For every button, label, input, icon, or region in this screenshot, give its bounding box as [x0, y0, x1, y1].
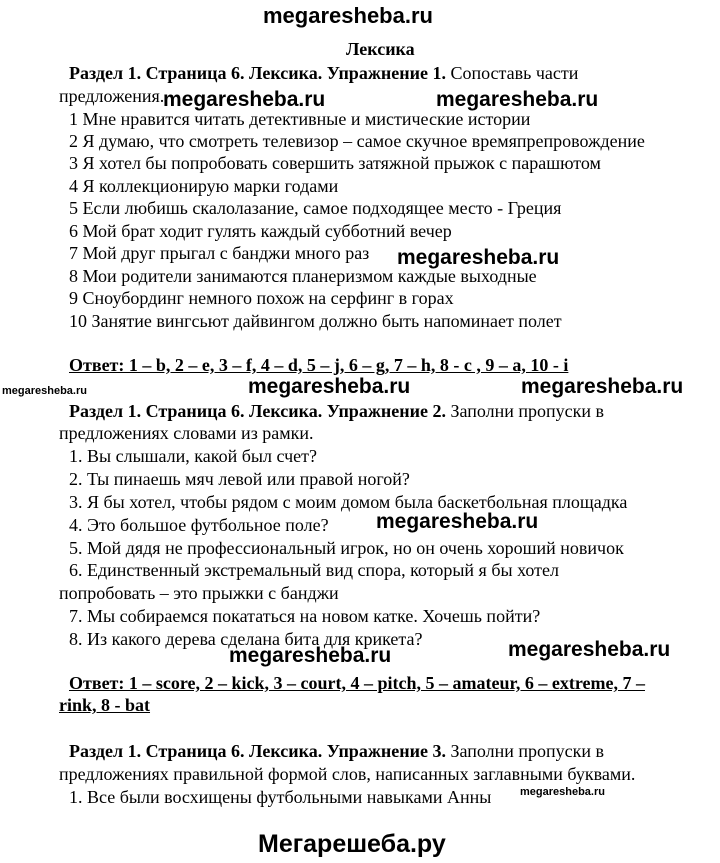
ex3-heading: Раздел 1. Страница 6. Лексика. Упражнение 3. — [69, 741, 446, 761]
watermark[interactable]: megaresheba.ru — [397, 246, 560, 269]
ex2-heading-line — [69, 400, 604, 422]
watermark[interactable]: megaresheba.ru — [229, 644, 392, 667]
ex1-item: 1 Мне нравится читать детективные и мистические истории — [69, 109, 531, 129]
ex2-heading: Раздел 1. Страница 6. Лексика. Упражнение 2. — [69, 401, 446, 421]
ex1-task: Сопоставь части — [450, 63, 579, 83]
ex1-task-line2: предложения. — [59, 86, 165, 106]
watermark-small[interactable]: megaresheba.ru — [2, 385, 87, 397]
ex1-item: 3 Я хотел бы попробовать совершить затяжной прыжок с парашютом — [69, 153, 601, 173]
ex3-heading-line — [69, 740, 604, 762]
ex1-item: 4 Я коллекционирую марки годами — [69, 176, 339, 196]
ex2-item: 2. Ты пинаешь мяч левой или правой ногой? — [69, 469, 410, 489]
watermark[interactable]: megaresheba.ru — [163, 88, 326, 111]
ex2-item: попробовать – это прыжки с банджи — [59, 583, 339, 603]
ex2-item: 1. Вы слышали, какой был счет? — [69, 446, 317, 466]
header-watermark[interactable]: megaresheba.ru — [263, 3, 433, 28]
ex1-heading-line — [69, 62, 578, 84]
ex2-task: Заполни пропуски в — [450, 401, 605, 421]
ex2-item: 5. Мой дядя не профессиональный игрок, но он очень хороший новичок — [69, 538, 624, 558]
ex1-item: 8 Мои родители занимаются планеризмом каждые выходные — [69, 266, 537, 286]
ex3-task-line2: предложениях правильной формой слов, написанных заглавными буквами. — [59, 764, 636, 784]
ex3-item: 1. Все были восхищены футбольными навыками Анны — [69, 787, 492, 807]
ex1-heading: Раздел 1. Страница 6. Лексика. Упражнение 1. — [69, 63, 446, 83]
watermark[interactable]: megaresheba.ru — [521, 375, 684, 398]
ex1-item: 2 Я думаю, что смотреть телевизор – самое скучное времяпрепровождение — [69, 131, 645, 151]
ex1-answer: Ответ: 1 – b, 2 – e, 3 – f, 4 – d, 5 – j, 6 – g, 7 – h, 8 - c , 9 – a, 10 - i — [69, 355, 569, 375]
ex2-answer-line2: rink, 8 - bat — [59, 695, 151, 715]
ex2-item: 3. Я бы хотел, чтобы рядом с моим домом была баскетбольная площадка — [69, 492, 628, 512]
ex1-item: 7 Мой друг прыгал с банджи много раз — [69, 243, 370, 263]
ex1-item: 10 Занятие вингсьют дайвингом должно быть напоминает полет — [69, 311, 562, 331]
ex3-task: Заполни пропуски в — [450, 741, 605, 761]
ex2-item: 8. Из какого дерева сделана бита для крикета? — [69, 629, 423, 649]
ex2-item: 7. Мы собираемся покататься на новом катке. Хочешь пойти? — [69, 606, 541, 626]
ex2-answer-line1: Ответ: 1 – score, 2 – kick, 3 – court, 4 – pitch, 5 – amateur, 6 – extreme, 7 – — [69, 673, 645, 693]
watermark[interactable]: megaresheba.ru — [436, 88, 599, 111]
watermark[interactable]: megaresheba.ru — [248, 375, 411, 398]
ex2-task-line2: предложениях словами из рамки. — [59, 423, 314, 443]
watermark[interactable]: megaresheba.ru — [376, 510, 539, 533]
watermark-small[interactable]: megaresheba.ru — [520, 786, 605, 798]
watermark[interactable]: megaresheba.ru — [508, 638, 671, 661]
ex1-item: 9 Сноубординг немного похож на серфинг в горах — [69, 288, 454, 308]
ex1-item: 5 Если любишь скалолазание, самое подходящее место - Греция — [69, 198, 562, 218]
ex1-item: 6 Мой брат ходит гулять каждый субботний вечер — [69, 221, 452, 241]
page-title: Лексика — [346, 39, 415, 59]
ex2-item: 4. Это большое футбольное поле? — [69, 515, 329, 535]
footer-watermark[interactable]: Мегарешеба.ру — [258, 830, 446, 858]
ex2-item: 6. Единственный экстремальный вид спора, который я бы хотел — [69, 560, 559, 580]
